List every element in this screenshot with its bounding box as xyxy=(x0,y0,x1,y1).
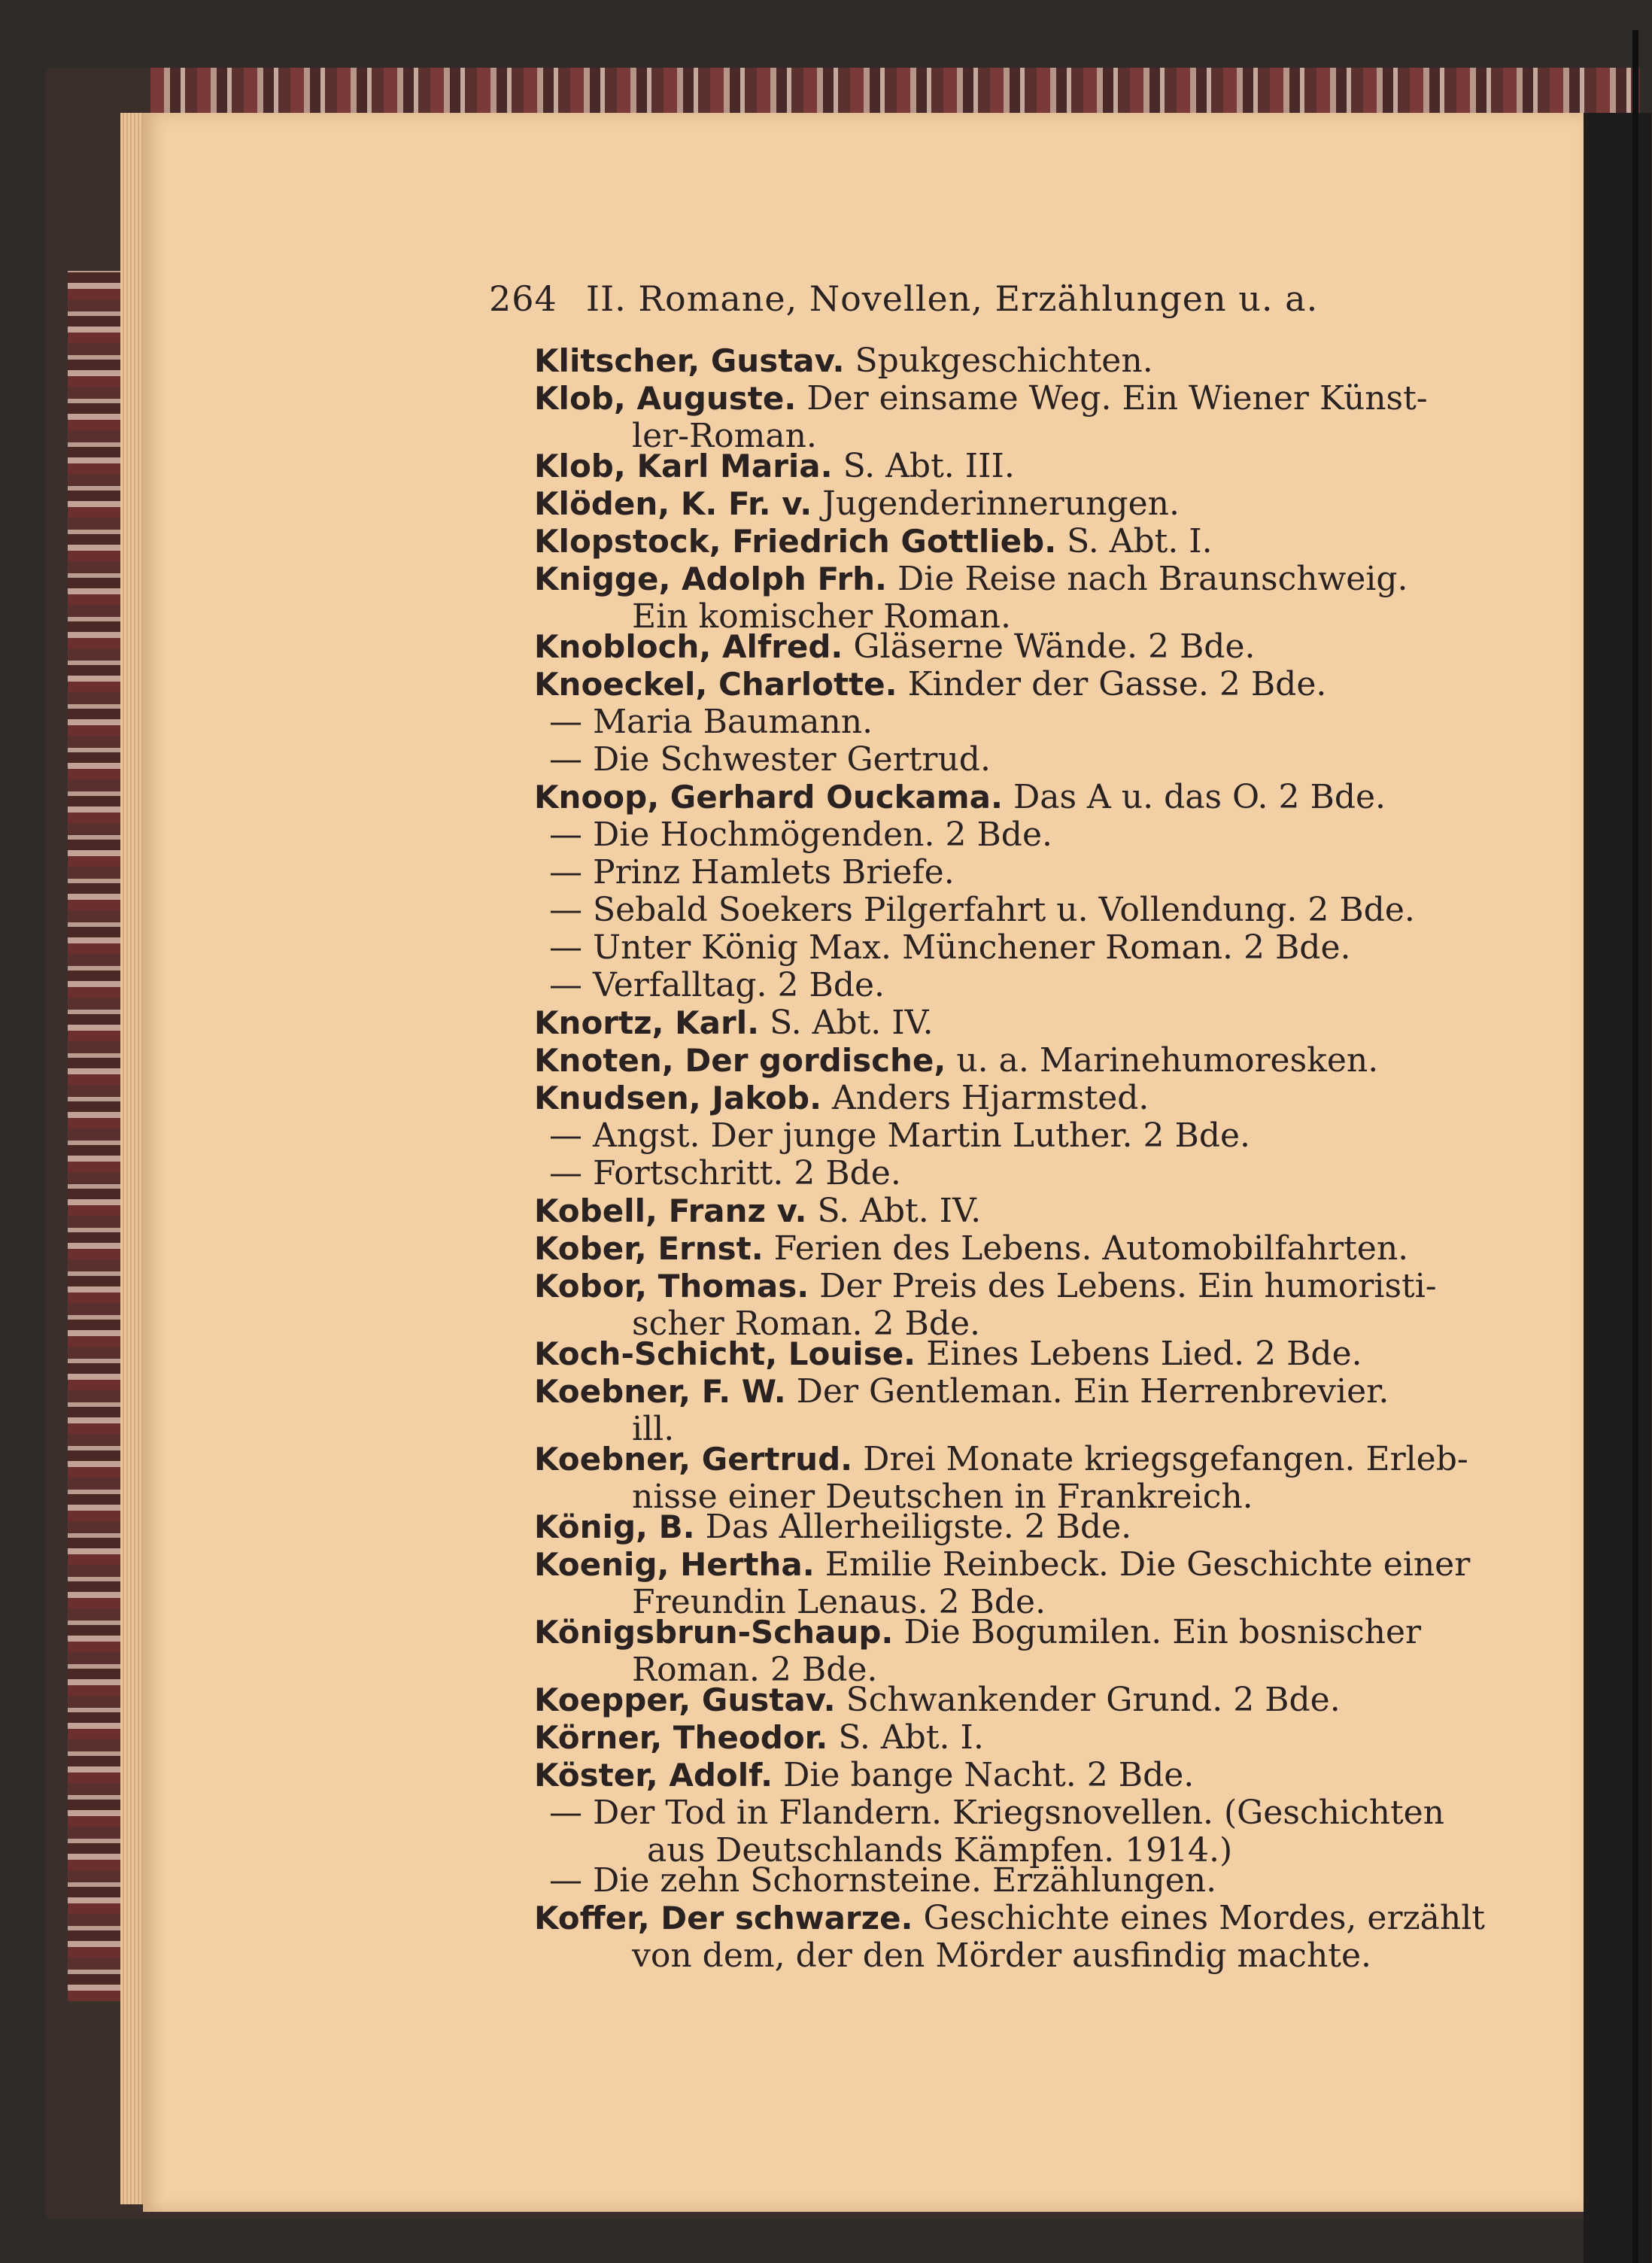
entry-continuation: ler-Roman. xyxy=(632,417,817,455)
entry-author: — xyxy=(549,928,582,967)
entry-title: Sebald Soekers Pilgerfahrt u. Vollendung. 2 Bde. xyxy=(582,891,1415,929)
entry-author: Koebner, F. W. xyxy=(534,1373,786,1410)
catalog-entry xyxy=(534,1004,934,1042)
entry-title: Das Allerheiligste. 2 Bde. xyxy=(694,1508,1132,1546)
entry-title: Unter König Max. Münchener Roman. 2 Bde. xyxy=(582,928,1351,967)
entry-author: — xyxy=(549,703,582,741)
entry-title: S. Abt. III. xyxy=(832,447,1015,485)
entry-title: Die zehn Schornsteine. Erzählungen. xyxy=(582,1861,1217,1900)
entry-title: Angst. Der junge Martin Luther. 2 Bde. xyxy=(582,1116,1251,1155)
entry-title: S. Abt. I. xyxy=(1056,522,1213,560)
entry-author: — xyxy=(549,966,582,1004)
entry-author: Klitscher, Gustav. xyxy=(534,342,845,379)
catalog-entry xyxy=(534,523,1213,560)
entry-author: — xyxy=(549,816,582,854)
entry-continuation: nisse einer Deutschen in Frankreich. xyxy=(632,1478,1253,1516)
entry-continuation: aus Deutschlands Kämpfen. 1914.) xyxy=(647,1831,1233,1870)
entry-title: S. Abt. IV. xyxy=(759,1004,934,1042)
entry-author: Knortz, Karl. xyxy=(534,1004,760,1041)
entry-author: Koebner, Gertrud. xyxy=(534,1441,853,1478)
entry-author: Klöden, K. Fr. v. xyxy=(534,485,812,522)
entry-continuation: ill. xyxy=(632,1410,675,1448)
entry-title: Das A u. das O. 2 Bde. xyxy=(1002,778,1386,816)
entry-title: Der Tod in Flandern. Kriegsnovellen. (Geschichten xyxy=(582,1794,1445,1832)
entry-author: — xyxy=(549,740,582,779)
entry-title: Prinz Hamlets Briefe. xyxy=(582,853,955,892)
entry-author: Knoop, Gerhard Ouckama. xyxy=(534,779,1003,816)
catalog-entry xyxy=(534,1508,1131,1546)
entry-author: Köster, Adolf. xyxy=(534,1757,773,1794)
catalog-entry xyxy=(549,741,991,779)
entry-title: S. Abt. IV. xyxy=(806,1192,982,1230)
catalog-entry xyxy=(549,703,873,741)
entry-title: Gläserne Wände. 2 Bde. xyxy=(843,627,1256,666)
entry-author: Klob, Auguste. xyxy=(534,380,797,417)
entry-continuation: Freundin Lenaus. 2 Bde. xyxy=(632,1583,1046,1621)
catalog-entry xyxy=(534,779,1386,816)
catalog-entry xyxy=(534,628,1256,666)
entry-title: Die Hochmögenden. 2 Bde. xyxy=(582,816,1052,854)
entry-author: — xyxy=(549,853,582,892)
entry-title: Die Schwester Gertrud. xyxy=(582,740,991,779)
entry-title: Geschichte eines Mordes, erzählt xyxy=(913,1899,1485,1937)
entry-author: Kobor, Thomas. xyxy=(534,1268,809,1305)
entry-title: Fortschritt. 2 Bde. xyxy=(582,1154,901,1192)
catalog-entry xyxy=(534,1373,1389,1448)
catalog-entry xyxy=(549,1862,1216,1900)
section-title: II. Romane, Novellen, Erzählungen u. a. xyxy=(585,278,1319,319)
entry-title: Die bange Nacht. 2 Bde. xyxy=(773,1756,1195,1794)
catalog-entry xyxy=(534,1546,1470,1621)
catalog-entry xyxy=(534,1614,1421,1689)
entry-author: — xyxy=(549,1861,582,1900)
entry-title: Die Bogumilen. Ein bosnischer xyxy=(893,1613,1422,1651)
catalog-entry xyxy=(534,1335,1362,1373)
catalog-entry xyxy=(549,816,1052,854)
entry-title: u. a. Marinehumoresken. xyxy=(946,1041,1379,1080)
catalog-entry xyxy=(534,448,1015,485)
catalog-entry xyxy=(534,666,1326,703)
catalog-entry xyxy=(534,1757,1194,1794)
catalog-entry xyxy=(549,854,955,892)
entry-author: Koffer, Der schwarze. xyxy=(534,1900,913,1936)
catalog-entry xyxy=(534,1719,984,1757)
entry-continuation: scher Roman. 2 Bde. xyxy=(632,1305,981,1343)
entry-author: Klob, Karl Maria. xyxy=(534,448,833,484)
entry-title: Anders Hjarmsted. xyxy=(821,1079,1149,1117)
entry-author: Knoten, Der gordische, xyxy=(534,1042,946,1079)
entry-title: S. Abt. I. xyxy=(828,1718,984,1757)
spine-shadow xyxy=(1632,30,1638,2263)
book-spine xyxy=(1584,113,1651,2263)
entry-author: Kober, Ernst. xyxy=(534,1230,764,1267)
entry-author: Koch-Schicht, Louise. xyxy=(534,1335,916,1372)
catalog-entry xyxy=(549,892,1415,929)
entry-title: Drei Monate kriegsgefangen. Erleb- xyxy=(852,1440,1468,1478)
catalog-entry xyxy=(549,1117,1250,1155)
catalog-entry xyxy=(534,1681,1341,1719)
entry-title: Eines Lebens Lied. 2 Bde. xyxy=(916,1335,1362,1373)
catalog-entry xyxy=(534,1441,1468,1516)
entry-author: Klopstock, Friedrich Gottlieb. xyxy=(534,523,1057,560)
catalog-entry xyxy=(534,1268,1437,1343)
catalog-entry xyxy=(549,1155,901,1192)
catalog-entry xyxy=(549,967,885,1004)
entry-title: Emilie Reinbeck. Die Geschichte einer xyxy=(814,1545,1471,1584)
entry-author: König, B. xyxy=(534,1508,695,1545)
page-header xyxy=(489,278,1318,319)
catalog-entry xyxy=(534,1900,1485,1975)
entry-title: Der Gentleman. Ein Herrenbrevier. xyxy=(785,1372,1389,1411)
entry-author: Knoeckel, Charlotte. xyxy=(534,666,897,703)
entry-title: Verfalltag. 2 Bde. xyxy=(582,966,885,1004)
entry-title: Jugenderinnerungen. xyxy=(812,484,1180,523)
entry-author: Königsbrun-Schaup. xyxy=(534,1614,894,1651)
entry-author: Körner, Theodor. xyxy=(534,1719,828,1756)
catalog-entry xyxy=(549,929,1351,967)
entry-title: Maria Baumann. xyxy=(582,703,873,741)
entry-title: Ferien des Lebens. Automobilfahrten. xyxy=(763,1229,1409,1268)
entry-continuation: von dem, der den Mörder ausfindig machte. xyxy=(632,1936,1371,1975)
entry-title: Der einsame Weg. Ein Wiener Künst- xyxy=(796,379,1428,418)
entry-author: — xyxy=(549,891,582,929)
entry-author: Koenig, Hertha. xyxy=(534,1546,815,1583)
catalog-entry xyxy=(549,1794,1444,1870)
entry-continuation: Ein komischer Roman. xyxy=(632,597,1011,636)
entry-title: Schwankender Grund. 2 Bde. xyxy=(835,1681,1341,1719)
entry-continuation: Roman. 2 Bde. xyxy=(632,1651,878,1689)
entry-title: Kinder der Gasse. 2 Bde. xyxy=(897,665,1327,703)
entry-author: — xyxy=(549,1116,582,1155)
catalog-entry xyxy=(534,1230,1408,1268)
entry-title: Der Preis des Lebens. Ein humoristi- xyxy=(809,1267,1437,1305)
catalog-entry xyxy=(534,342,1153,380)
entry-author: Knobloch, Alfred. xyxy=(534,628,843,665)
entry-title: Spukgeschichten. xyxy=(844,342,1153,380)
catalog-entry xyxy=(534,485,1180,523)
entry-author: Knigge, Adolph Frh. xyxy=(534,560,888,597)
catalog-entry xyxy=(534,1192,981,1230)
entry-author: Kobell, Franz v. xyxy=(534,1192,807,1229)
entry-author: — xyxy=(549,1154,582,1192)
catalog-entry xyxy=(534,560,1408,636)
catalog-entry xyxy=(534,1080,1149,1117)
page-number: 264 xyxy=(489,278,557,319)
entry-title: Die Reise nach Braunschweig. xyxy=(887,560,1408,598)
catalog-entry xyxy=(534,380,1428,455)
entry-author: Knudsen, Jakob. xyxy=(534,1080,822,1116)
entry-author: Koepper, Gustav. xyxy=(534,1681,836,1718)
catalog-entry xyxy=(534,1042,1378,1080)
entry-author: — xyxy=(549,1794,582,1832)
